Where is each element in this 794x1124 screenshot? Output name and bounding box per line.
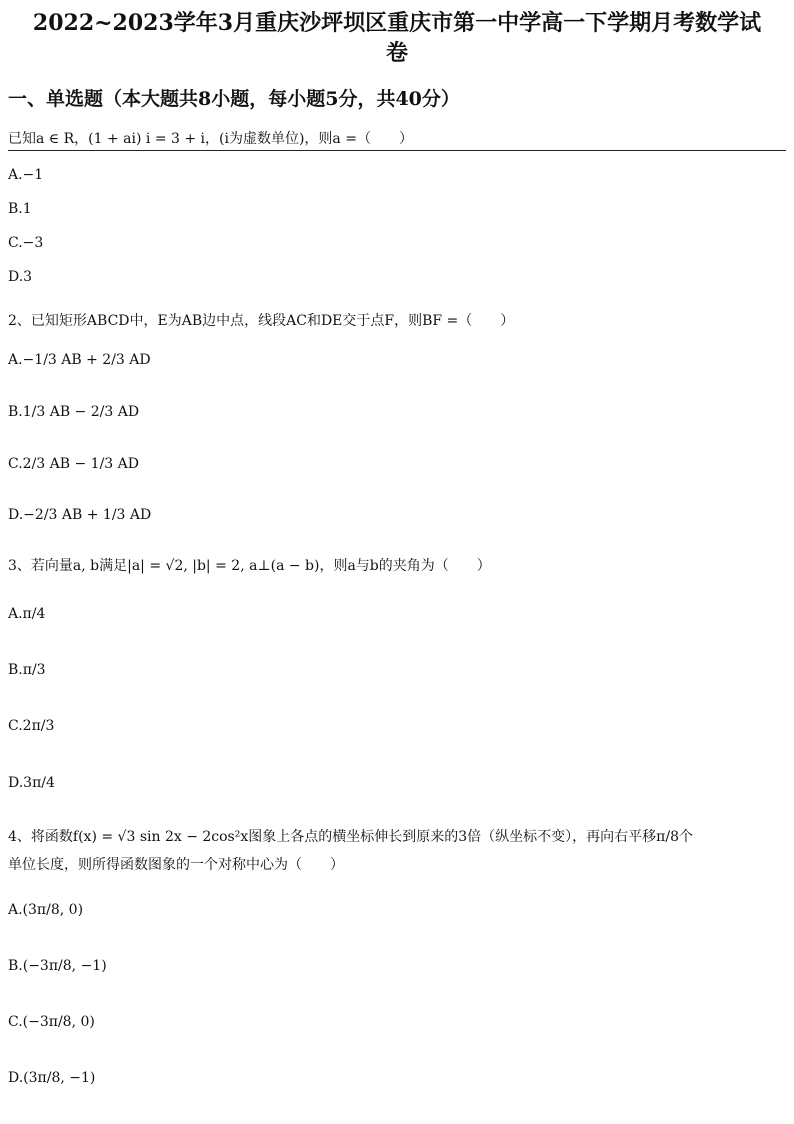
question-3-stem: 3、若向量a, b满足|a| = √2, |b| = 2, a⊥(a − b)，则a与b的夹角为（ ）	[8, 558, 491, 574]
title-line-2: 卷	[385, 40, 408, 66]
q3-option-c: C.2π/3	[8, 718, 55, 734]
q4-option-d: D.(3π/8, −1)	[8, 1070, 96, 1086]
question-2-stem: 2、已知矩形ABCD中，E为AB边中点，线段AC和DE交于点F，则BF =（ ）	[8, 313, 515, 329]
q1-option-c: C.−3	[8, 235, 44, 251]
question-4-stem-line-2: 单位长度，则所得函数图象的一个对称中心为（ ）	[8, 857, 344, 873]
divider	[8, 150, 786, 151]
q4-option-a: A.(3π/8, 0)	[8, 902, 84, 918]
question-4-stem-line-1: 4、将函数f(x) = √3 sin 2x − 2cos²x图象上各点的横坐标伸长到原来的3倍（纵坐标不变），再向右平移π/8个	[8, 829, 693, 845]
q1-option-d: D.3	[8, 269, 33, 285]
q2-option-a: A.−1/3 AB + 2/3 AD	[8, 352, 151, 368]
q2-option-b: B.1/3 AB − 2/3 AD	[8, 404, 140, 420]
q3-option-a: A.π/4	[8, 606, 46, 622]
exam-title	[0, 8, 794, 68]
q2-option-d: D.−2/3 AB + 1/3 AD	[8, 507, 152, 523]
section-heading: 一、单选题（本大题共8小题，每小题5分，共40分）	[8, 88, 460, 110]
q1-option-a: A.−1	[8, 167, 44, 183]
q1-option-b: B.1	[8, 201, 32, 217]
q3-option-b: B.π/3	[8, 662, 46, 678]
title-line-1: 2022~2023学年3月重庆沙坪坝区重庆市第一中学高一下学期月考数学试	[32, 10, 762, 36]
q3-option-d: D.3π/4	[8, 775, 55, 791]
q4-option-c: C.(−3π/8, 0)	[8, 1014, 95, 1030]
q2-option-c: C.2/3 AB − 1/3 AD	[8, 456, 139, 472]
q4-option-b: B.(−3π/8, −1)	[8, 958, 107, 974]
question-1-stem: 已知a ∈ R，(1 + ai) i = 3 + i，(i为虚数单位)，则a =（ ）	[8, 131, 413, 147]
